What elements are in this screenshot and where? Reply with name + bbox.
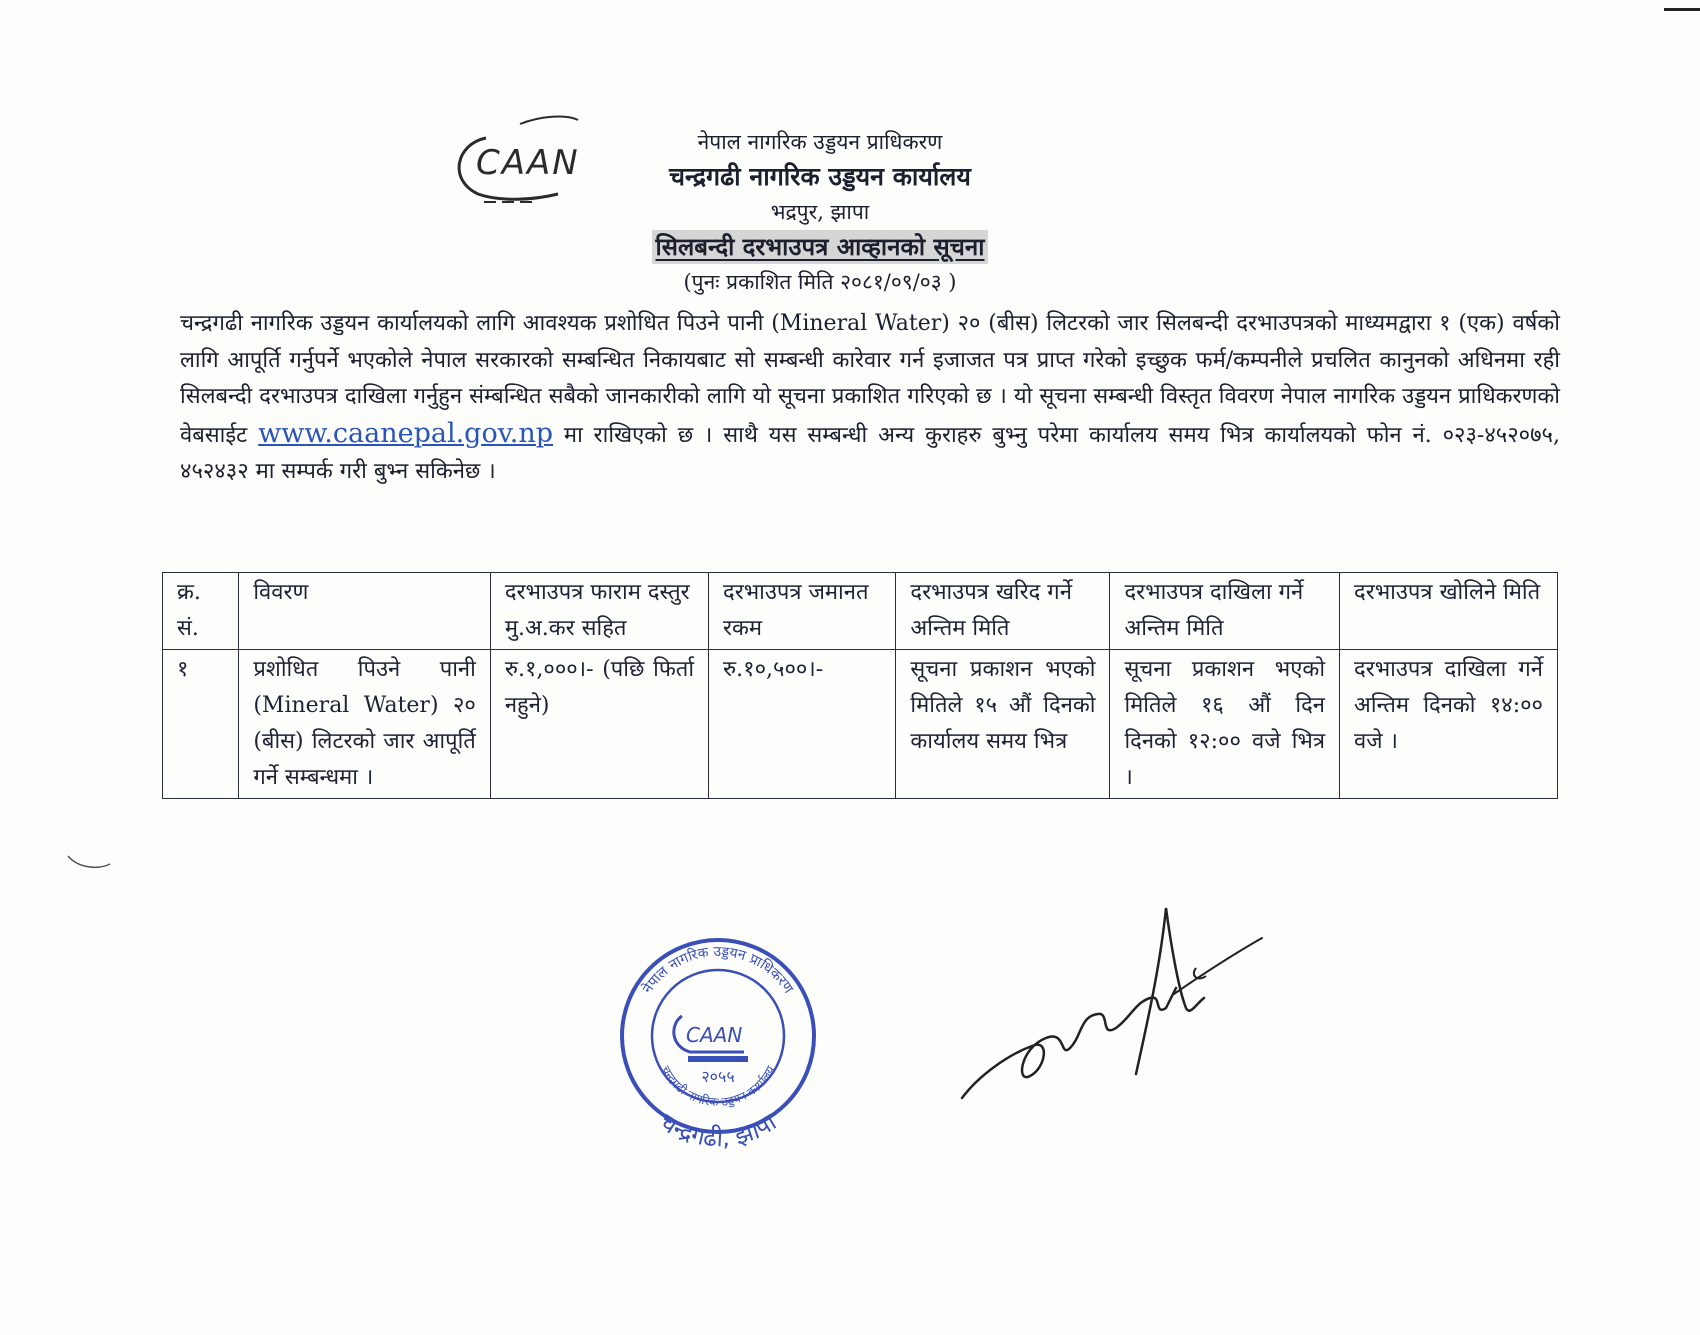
cell-serial: १ xyxy=(163,650,239,799)
col-header-serial: क्र. सं. xyxy=(163,573,239,650)
cell-form-fee: रु.१,०००।- (पछि फिर्ता नहुने) xyxy=(490,650,708,799)
cell-opening-date: दरभाउपत्र दाखिला गर्ने अन्तिम दिनको १४:०० वजे । xyxy=(1340,650,1558,799)
scan-artifact xyxy=(66,850,112,874)
website-link[interactable]: www.caanepal.gov.np xyxy=(258,417,554,449)
stamp-year: २०५५ xyxy=(701,1067,735,1086)
tender-table xyxy=(162,572,1558,799)
col-header-purchase-deadline: दरभाउपत्र खरिद गर्ने अन्तिम मिति xyxy=(896,573,1110,650)
stamp-bottom-text: चन्द्रगढी, झापा xyxy=(654,1107,782,1153)
notice-header xyxy=(560,126,1080,298)
scan-edge-mark xyxy=(1664,8,1700,11)
body-text-part-1: चन्द्रगढी नागरिक उड्डयन कार्यालयको लागि आवश्यक प्रशोधित पिउने पानी (Mineral Water) २० (बीस) लिटरको जार सिलबन्दी दरभाउपत्रको माध्यमद्वारा १ (एक) वर्षको लागि आपूर्ति गर्नुपर्ने भएकोले नेपाल सरकारको सम्बन्धित निकायबाट सो सम्बन्धी कारेवार गर्न इजाजत पत्र प्राप्त गरेको इच्छुक फर्म/कम्पनीले प्रचलित कानुनको अधिनमा रही सिलबन्दी दरभाउपत्र दाखिला गर्नुहुन संम्बन्धित सबैको जानकारीको लागि यो सूचना प्रकाशित गरिएको छ । यो सूचना सम्बन्धी विस्तृत विवरण नेपाल नागरिक उड्डयन प्राधिकरणको वेबसाईट xyxy=(180,311,1560,448)
republish-date: (पुनः प्रकाशित मिति २०८१/०९/०३ ) xyxy=(683,270,957,294)
notice-title: सिलबन्दी दरभाउपत्र आव्हानको सूचना xyxy=(652,230,989,264)
logo-letters: CAAN xyxy=(476,143,580,183)
cell-submission-deadline: सूचना प्रकाशन भएको मितिले १६ औं दिन दिनको १२:०० वजे भित्र । xyxy=(1110,650,1340,799)
cell-purchase-deadline: सूचना प्रकाशन भएको मितिले १५ औं दिनको कार्यालय समय भित्र xyxy=(896,650,1110,799)
col-header-submission-deadline: दरभाउपत्र दाखिला गर्ने अन्तिम मिति xyxy=(1110,573,1340,650)
stamp-inner-text: चन्द्रगढी नागरिक उड्डयन कार्यालय xyxy=(658,1063,778,1110)
table-header-row xyxy=(163,573,1558,650)
org-name: नेपाल नागरिक उड्डयन प्राधिकरण xyxy=(697,130,943,154)
stamp-logo: CAAN xyxy=(686,1023,743,1047)
signature-image xyxy=(950,898,1270,1118)
col-header-form-fee: दरभाउपत्र फाराम दस्तुर मु.अ.कर सहित xyxy=(490,573,708,650)
cell-description: प्रशोधित पिउने पानी (Mineral Water) २० (बीस) लिटरको जार आपूर्ति गर्ने सम्बन्धमा । xyxy=(239,650,490,799)
office-location: भद्रपुर, झापा xyxy=(770,200,870,224)
col-header-bid-bond: दरभाउपत्र जमानत रकम xyxy=(709,573,896,650)
table-row xyxy=(163,650,1558,799)
official-stamp xyxy=(604,924,832,1156)
cell-bid-bond: रु.१०,५००।- xyxy=(709,650,896,799)
notice-body xyxy=(180,306,1560,491)
office-name: चन्द्रगढी नागरिक उड्डयन कार्यालय xyxy=(669,162,971,191)
col-header-opening-date: दरभाउपत्र खोलिने मिति xyxy=(1340,573,1558,650)
col-header-description: विवरण xyxy=(239,573,490,650)
stamp-outer-text: नेपाल नागरिक उड्डयन प्राधिकरण xyxy=(639,943,797,997)
body-text-part-2: मा राखिएको छ । साथै यस सम्बन्धी अन्य कुराहरु बुभ्नु परेमा कार्यालय समय भित्र कार्यालयको फोन नं. ०२३-४५२०७५, ४५२४३२ मा सम्पर्क गरी बुभ्न सकिनेछ । xyxy=(180,422,1560,484)
